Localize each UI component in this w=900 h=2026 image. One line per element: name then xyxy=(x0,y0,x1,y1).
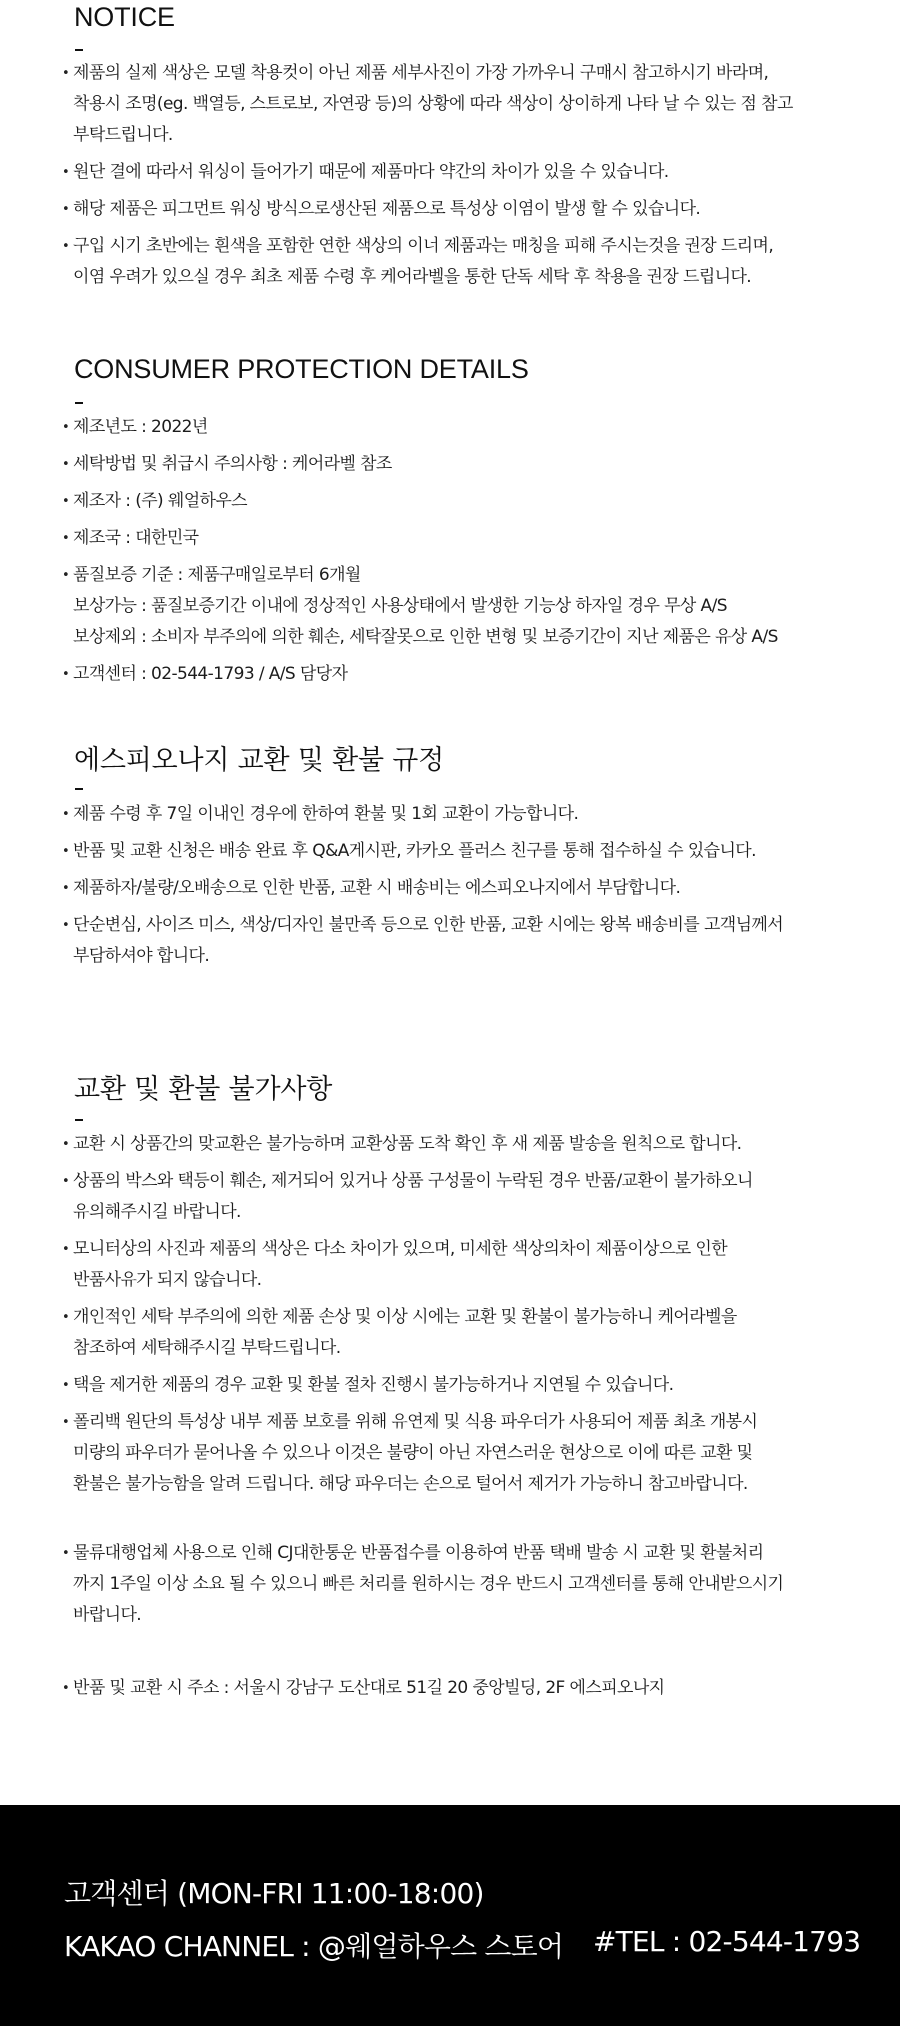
list-item: • 폴리백 원단의 특성상 내부 제품 보호를 위해 유연제 및 식용 파우더가 사용되어 제품 최초 개봉시 미량의 파우더가 묻어나올 수 있으나 이것은 불량이 아닌 자연스러운 현상으로 이에 따른 교환 및 환불은 불가능함을 알려 드립니다. 해당 파우더는 손으로 털어서 제거가 가능하니 참고바랍니다. xyxy=(0,1407,900,1500)
list-item: • 제품의 실제 색상은 모델 착용컷이 아닌 제품 세부사진이 가장 가까우니 구매시 참고하시기 바라며, 착용시 조명(eg. 백열등, 스트로보, 자연광 등)의 상황에 따라 색상이 상이하게 나타 날 수 있는 점 참고 부탁드립니다. xyxy=(0,58,900,151)
exchange-policy-list xyxy=(0,799,900,972)
notice-list xyxy=(0,58,900,293)
consumer-protection-title: CONSUMER PROTECTION DETAILS xyxy=(74,354,529,384)
list-item: • 택을 제거한 제품의 경우 교환 및 환불 절차 진행시 불가능하거나 지연될 수 있습니다. xyxy=(0,1370,900,1401)
list-item: • 품질보증 기준 : 제품구매일로부터 6개월 보상가능 : 품질보증기간 이내에 정상적인 사용상태에서 발생한 기능상 하자일 경우 무상 A/S 보상제외 : 소비자 부주의에 의한 훼손, 세탁잘못으로 인한 변형 및 보증기간이 지난 제품은 유상 A/S xyxy=(0,560,900,653)
list-item: • 제품하자/불량/오배송으로 인한 반품, 교환 시 배송비는 에스피오나지에서 부담합니다. xyxy=(0,873,900,904)
list-item: • 물류대행업체 사용으로 인해 CJ대한통운 반품접수를 이용하여 반품 택배 발송 시 교환 및 환불처리 까지 1주일 이상 소요 될 수 있으니 빠른 처리를 원하시는 경우 반드시 고객센터를 통해 안내받으시기 바랍니다. xyxy=(0,1538,900,1631)
non-refundable-title-dash xyxy=(75,1119,83,1121)
non-refundable-list xyxy=(0,1129,900,1500)
list-item: • 제조자 : (주) 웨얼하우스 xyxy=(0,486,900,517)
list-item: • 제조년도 : 2022년 xyxy=(0,412,900,443)
notice-title: NOTICE xyxy=(74,2,175,32)
logistics-notice xyxy=(0,1538,900,1631)
list-item: • 세탁방법 및 취급시 주의사항 : 케어라벨 참조 xyxy=(0,449,900,480)
list-item: • 원단 결에 따라서 워싱이 들어가기 때문에 제품마다 약간의 차이가 있을 수 있습니다. xyxy=(0,157,900,188)
list-item: • 제품 수령 후 7일 이내인 경우에 한하여 환불 및 1회 교환이 가능합니다. xyxy=(0,799,900,830)
list-item: • 상품의 박스와 택등이 훼손, 제거되어 있거나 상품 구성물이 누락된 경우 반품/교환이 불가하오니 유의해주시길 바랍니다. xyxy=(0,1166,900,1228)
list-item: • 제조국 : 대한민국 xyxy=(0,523,900,554)
list-item: • 반품 및 교환 시 주소 : 서울시 강남구 도산대로 51길 20 중앙빌딩, 2F 에스피오나지 xyxy=(0,1673,900,1704)
list-item: • 해당 제품은 피그먼트 워싱 방식으로생산된 제품으로 특성상 이염이 발생 할 수 있습니다. xyxy=(0,194,900,225)
list-item: • 모니터상의 사진과 제품의 색상은 다소 차이가 있으며, 미세한 색상의차이 제품이상으로 인한 반품사유가 되지 않습니다. xyxy=(0,1234,900,1296)
return-address xyxy=(0,1673,900,1704)
customer-center-hours: 고객센터 (MON-FRI 11:00-18:00) xyxy=(64,1877,484,1910)
kakao-channel[interactable]: KAKAO CHANNEL : @웨얼하우스 스토어 xyxy=(64,1930,564,1963)
list-item: • 개인적인 세탁 부주의에 의한 제품 손상 및 이상 시에는 교환 및 환불이 불가능하니 케어라벨을 참조하여 세탁해주시길 부탁드립니다. xyxy=(0,1302,900,1364)
list-item: • 구입 시기 초반에는 흰색을 포함한 연한 색상의 이너 제품과는 매칭을 피해 주시는것을 권장 드리며, 이염 우려가 있으실 경우 최초 제품 수령 후 케어라벨을 통한 단독 세탁 후 착용을 권장 드립니다. xyxy=(0,231,900,293)
list-item: • 반품 및 교환 신청은 배송 완료 후 Q&A게시판, 카카오 플러스 친구를 통해 접수하실 수 있습니다. xyxy=(0,836,900,867)
list-item: • 교환 시 상품간의 맞교환은 불가능하며 교환상품 도착 확인 후 새 제품 발송을 원칙으로 합니다. xyxy=(0,1129,900,1160)
notice-title-dash xyxy=(75,49,83,51)
consumer-title-dash xyxy=(75,402,83,404)
consumer-protection-list xyxy=(0,412,900,690)
list-item: • 단순변심, 사이즈 미스, 색상/디자인 불만족 등으로 인한 반품, 교환 시에는 왕복 배송비를 고객님께서 부담하셔야 합니다. xyxy=(0,910,900,972)
list-item: • 고객센터 : 02-544-1793 / A/S 담당자 xyxy=(0,659,900,690)
non-refundable-title: 교환 및 환불 불가사항 xyxy=(74,1074,333,1105)
exchange-title-dash xyxy=(75,788,83,790)
footer xyxy=(0,1805,900,2026)
telephone[interactable]: #TEL : 02-544-1793 xyxy=(593,1925,861,1958)
exchange-policy-title: 에스피오나지 교환 및 환불 규정 xyxy=(74,745,444,776)
